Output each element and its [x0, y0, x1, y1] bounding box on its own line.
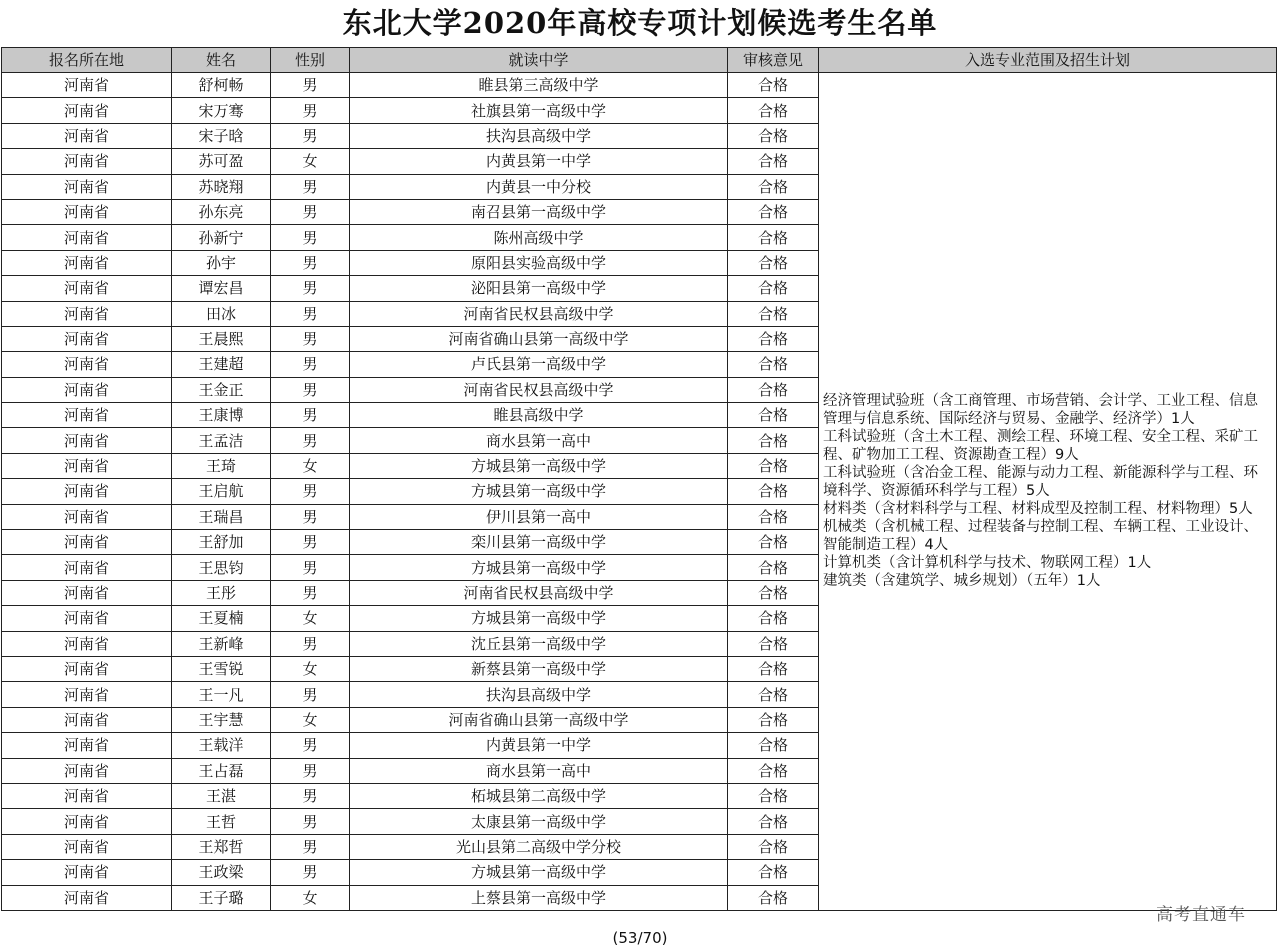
cell-gender: 女	[271, 656, 350, 681]
cell-review: 合格	[728, 606, 819, 631]
cell-gender: 男	[271, 326, 350, 351]
cell-review: 合格	[728, 530, 819, 555]
cell-review: 合格	[728, 250, 819, 275]
cell-school: 河南省民权县高级中学	[350, 580, 728, 605]
cell-school: 方城县第一高级中学	[350, 606, 728, 631]
header-plan: 入选专业范围及招生计划	[819, 48, 1277, 73]
cell-school: 扶沟县高级中学	[350, 123, 728, 148]
header-school: 就读中学	[350, 48, 728, 73]
cell-gender: 男	[271, 352, 350, 377]
cell-region: 河南省	[2, 174, 172, 199]
cell-region: 河南省	[2, 733, 172, 758]
plan-line: 经济管理试验班（含工商管理、市场营销、会计学、工业工程、信息管理与信息系统、国际经济与贸易、金融学、经济学）1人	[823, 393, 1258, 428]
candidate-table	[1, 47, 1277, 911]
cell-gender: 女	[271, 885, 350, 910]
cell-gender: 男	[271, 733, 350, 758]
cell-name: 王载洋	[172, 733, 271, 758]
cell-region: 河南省	[2, 783, 172, 808]
cell-gender: 男	[271, 631, 350, 656]
cell-name: 王孟洁	[172, 428, 271, 453]
cell-gender: 男	[271, 174, 350, 199]
cell-gender: 男	[271, 758, 350, 783]
cell-review: 合格	[728, 123, 819, 148]
cell-review: 合格	[728, 682, 819, 707]
cell-name: 王政梁	[172, 860, 271, 885]
cell-school: 河南省确山县第一高级中学	[350, 707, 728, 732]
cell-school: 方城县第一高级中学	[350, 453, 728, 478]
cell-review: 合格	[728, 174, 819, 199]
cell-gender: 男	[271, 530, 350, 555]
cell-school: 河南省民权县高级中学	[350, 377, 728, 402]
cell-name: 王琦	[172, 453, 271, 478]
cell-school: 伊川县第一高中	[350, 504, 728, 529]
cell-name: 谭宏昌	[172, 276, 271, 301]
cell-gender: 男	[271, 276, 350, 301]
cell-school: 新蔡县第一高级中学	[350, 656, 728, 681]
cell-name: 王哲	[172, 809, 271, 834]
cell-name: 孙东亮	[172, 199, 271, 224]
cell-gender: 男	[271, 301, 350, 326]
cell-region: 河南省	[2, 98, 172, 123]
cell-gender: 男	[271, 250, 350, 275]
cell-review: 合格	[728, 301, 819, 326]
cell-name: 王康博	[172, 403, 271, 428]
header-region: 报名所在地	[2, 48, 172, 73]
cell-review: 合格	[728, 783, 819, 808]
page-title: 东北大学2020年高校专项计划候选考生名单	[342, 6, 938, 40]
cell-name: 王占磊	[172, 758, 271, 783]
cell-school: 陈州高级中学	[350, 225, 728, 250]
cell-review: 合格	[728, 352, 819, 377]
cell-review: 合格	[728, 403, 819, 428]
cell-name: 王宇慧	[172, 707, 271, 732]
cell-gender: 男	[271, 479, 350, 504]
cell-name: 王舒加	[172, 530, 271, 555]
cell-gender: 男	[271, 98, 350, 123]
cell-region: 河南省	[2, 707, 172, 732]
cell-gender: 女	[271, 149, 350, 174]
cell-school: 光山县第二高级中学分校	[350, 834, 728, 859]
cell-region: 河南省	[2, 326, 172, 351]
cell-review: 合格	[728, 580, 819, 605]
cell-school: 沈丘县第一高级中学	[350, 631, 728, 656]
cell-region: 河南省	[2, 860, 172, 885]
cell-school: 泌阳县第一高级中学	[350, 276, 728, 301]
cell-review: 合格	[728, 428, 819, 453]
table-row	[2, 73, 1277, 98]
cell-gender: 男	[271, 580, 350, 605]
cell-region: 河南省	[2, 885, 172, 910]
cell-gender: 男	[271, 555, 350, 580]
cell-gender: 男	[271, 860, 350, 885]
cell-school: 内黄县一中分校	[350, 174, 728, 199]
cell-name: 苏可盈	[172, 149, 271, 174]
cell-name: 王湛	[172, 783, 271, 808]
cell-school: 河南省确山县第一高级中学	[350, 326, 728, 351]
plan-line: 建筑类（含建筑学、城乡规划）（五年）1人	[823, 573, 1101, 590]
plan-line: 材料类（含材料科学与工程、材料成型及控制工程、材料物理）5人	[823, 501, 1253, 518]
cell-name: 田冰	[172, 301, 271, 326]
cell-region: 河南省	[2, 149, 172, 174]
cell-gender: 女	[271, 707, 350, 732]
cell-name: 王启航	[172, 479, 271, 504]
cell-review: 合格	[728, 479, 819, 504]
cell-name: 王瑞昌	[172, 504, 271, 529]
plan-cell	[819, 73, 1277, 911]
cell-review: 合格	[728, 504, 819, 529]
cell-region: 河南省	[2, 453, 172, 478]
cell-name: 王郑哲	[172, 834, 271, 859]
plan-line: 机械类（含机械工程、过程装备与控制工程、车辆工程、工业设计、智能制造工程）4人	[823, 519, 1258, 554]
plan-line: 计算机类（含计算机科学与技术、物联网工程）1人	[823, 555, 1152, 572]
cell-region: 河南省	[2, 555, 172, 580]
cell-name: 王雪锐	[172, 656, 271, 681]
cell-school: 太康县第一高级中学	[350, 809, 728, 834]
cell-review: 合格	[728, 276, 819, 301]
cell-review: 合格	[728, 555, 819, 580]
cell-review: 合格	[728, 199, 819, 224]
cell-school: 内黄县第一中学	[350, 149, 728, 174]
cell-review: 合格	[728, 834, 819, 859]
cell-region: 河南省	[2, 352, 172, 377]
cell-gender: 男	[271, 199, 350, 224]
cell-name: 宋子晗	[172, 123, 271, 148]
cell-review: 合格	[728, 453, 819, 478]
cell-region: 河南省	[2, 606, 172, 631]
cell-review: 合格	[728, 98, 819, 123]
cell-school: 方城县第一高级中学	[350, 555, 728, 580]
plan-line: 工科试验班（含土木工程、测绘工程、环境工程、安全工程、采矿工程、矿物加工工程、资源勘查工程）9人	[823, 429, 1258, 464]
table-body	[2, 73, 1277, 911]
cell-region: 河南省	[2, 479, 172, 504]
cell-region: 河南省	[2, 530, 172, 555]
cell-region: 河南省	[2, 682, 172, 707]
cell-review: 合格	[728, 326, 819, 351]
cell-school: 原阳县实验高级中学	[350, 250, 728, 275]
cell-name: 王建超	[172, 352, 271, 377]
cell-school: 柘城县第二高级中学	[350, 783, 728, 808]
cell-review: 合格	[728, 149, 819, 174]
cell-name: 孙新宁	[172, 225, 271, 250]
cell-school: 扶沟县高级中学	[350, 682, 728, 707]
cell-region: 河南省	[2, 276, 172, 301]
cell-region: 河南省	[2, 656, 172, 681]
cell-school: 方城县第一高级中学	[350, 860, 728, 885]
cell-region: 河南省	[2, 123, 172, 148]
cell-review: 合格	[728, 707, 819, 732]
cell-review: 合格	[728, 809, 819, 834]
cell-region: 河南省	[2, 377, 172, 402]
plan-line: 工科试验班（含冶金工程、能源与动力工程、新能源科学与工程、环境科学、资源循环科学与工程）5人	[823, 465, 1258, 500]
cell-school: 卢氏县第一高级中学	[350, 352, 728, 377]
cell-region: 河南省	[2, 580, 172, 605]
cell-school: 南召县第一高级中学	[350, 199, 728, 224]
cell-gender: 男	[271, 123, 350, 148]
cell-region: 河南省	[2, 301, 172, 326]
cell-region: 河南省	[2, 199, 172, 224]
cell-region: 河南省	[2, 834, 172, 859]
cell-review: 合格	[728, 885, 819, 910]
cell-region: 河南省	[2, 403, 172, 428]
cell-school: 睢县第三高级中学	[350, 73, 728, 98]
cell-name: 宋万骞	[172, 98, 271, 123]
cell-name: 王新峰	[172, 631, 271, 656]
header-row	[2, 48, 1277, 73]
cell-review: 合格	[728, 73, 819, 98]
cell-review: 合格	[728, 733, 819, 758]
cell-school: 方城县第一高级中学	[350, 479, 728, 504]
table-header	[2, 48, 1277, 73]
cell-school: 商水县第一高中	[350, 428, 728, 453]
cell-gender: 男	[271, 377, 350, 402]
cell-gender: 男	[271, 809, 350, 834]
cell-region: 河南省	[2, 250, 172, 275]
cell-school: 商水县第一高中	[350, 758, 728, 783]
cell-gender: 男	[271, 783, 350, 808]
cell-gender: 男	[271, 73, 350, 98]
cell-name: 孙宇	[172, 250, 271, 275]
cell-name: 王夏楠	[172, 606, 271, 631]
cell-school: 内黄县第一中学	[350, 733, 728, 758]
cell-name: 王一凡	[172, 682, 271, 707]
cell-gender: 男	[271, 834, 350, 859]
cell-review: 合格	[728, 225, 819, 250]
cell-gender: 女	[271, 453, 350, 478]
cell-name: 王思钧	[172, 555, 271, 580]
page-number: (53/70)	[612, 929, 668, 947]
cell-gender: 男	[271, 682, 350, 707]
header-review: 审核意见	[728, 48, 819, 73]
cell-school: 睢县高级中学	[350, 403, 728, 428]
header-name: 姓名	[172, 48, 271, 73]
watermark: 高考直通车	[1156, 905, 1246, 925]
cell-gender: 男	[271, 428, 350, 453]
cell-name: 王金正	[172, 377, 271, 402]
header-gender: 性别	[271, 48, 350, 73]
cell-gender: 女	[271, 606, 350, 631]
cell-review: 合格	[728, 758, 819, 783]
cell-region: 河南省	[2, 504, 172, 529]
cell-region: 河南省	[2, 631, 172, 656]
cell-review: 合格	[728, 631, 819, 656]
cell-gender: 男	[271, 504, 350, 529]
cell-name: 苏晓翔	[172, 174, 271, 199]
cell-review: 合格	[728, 656, 819, 681]
cell-review: 合格	[728, 377, 819, 402]
cell-gender: 男	[271, 225, 350, 250]
cell-region: 河南省	[2, 73, 172, 98]
cell-school: 河南省民权县高级中学	[350, 301, 728, 326]
cell-gender: 男	[271, 403, 350, 428]
cell-region: 河南省	[2, 758, 172, 783]
cell-name: 王彤	[172, 580, 271, 605]
cell-name: 舒柯畅	[172, 73, 271, 98]
cell-school: 上蔡县第一高级中学	[350, 885, 728, 910]
cell-review: 合格	[728, 860, 819, 885]
cell-region: 河南省	[2, 225, 172, 250]
cell-region: 河南省	[2, 809, 172, 834]
cell-name: 王子璐	[172, 885, 271, 910]
cell-school: 栾川县第一高级中学	[350, 530, 728, 555]
cell-region: 河南省	[2, 428, 172, 453]
cell-school: 社旗县第一高级中学	[350, 98, 728, 123]
cell-name: 王晨熙	[172, 326, 271, 351]
